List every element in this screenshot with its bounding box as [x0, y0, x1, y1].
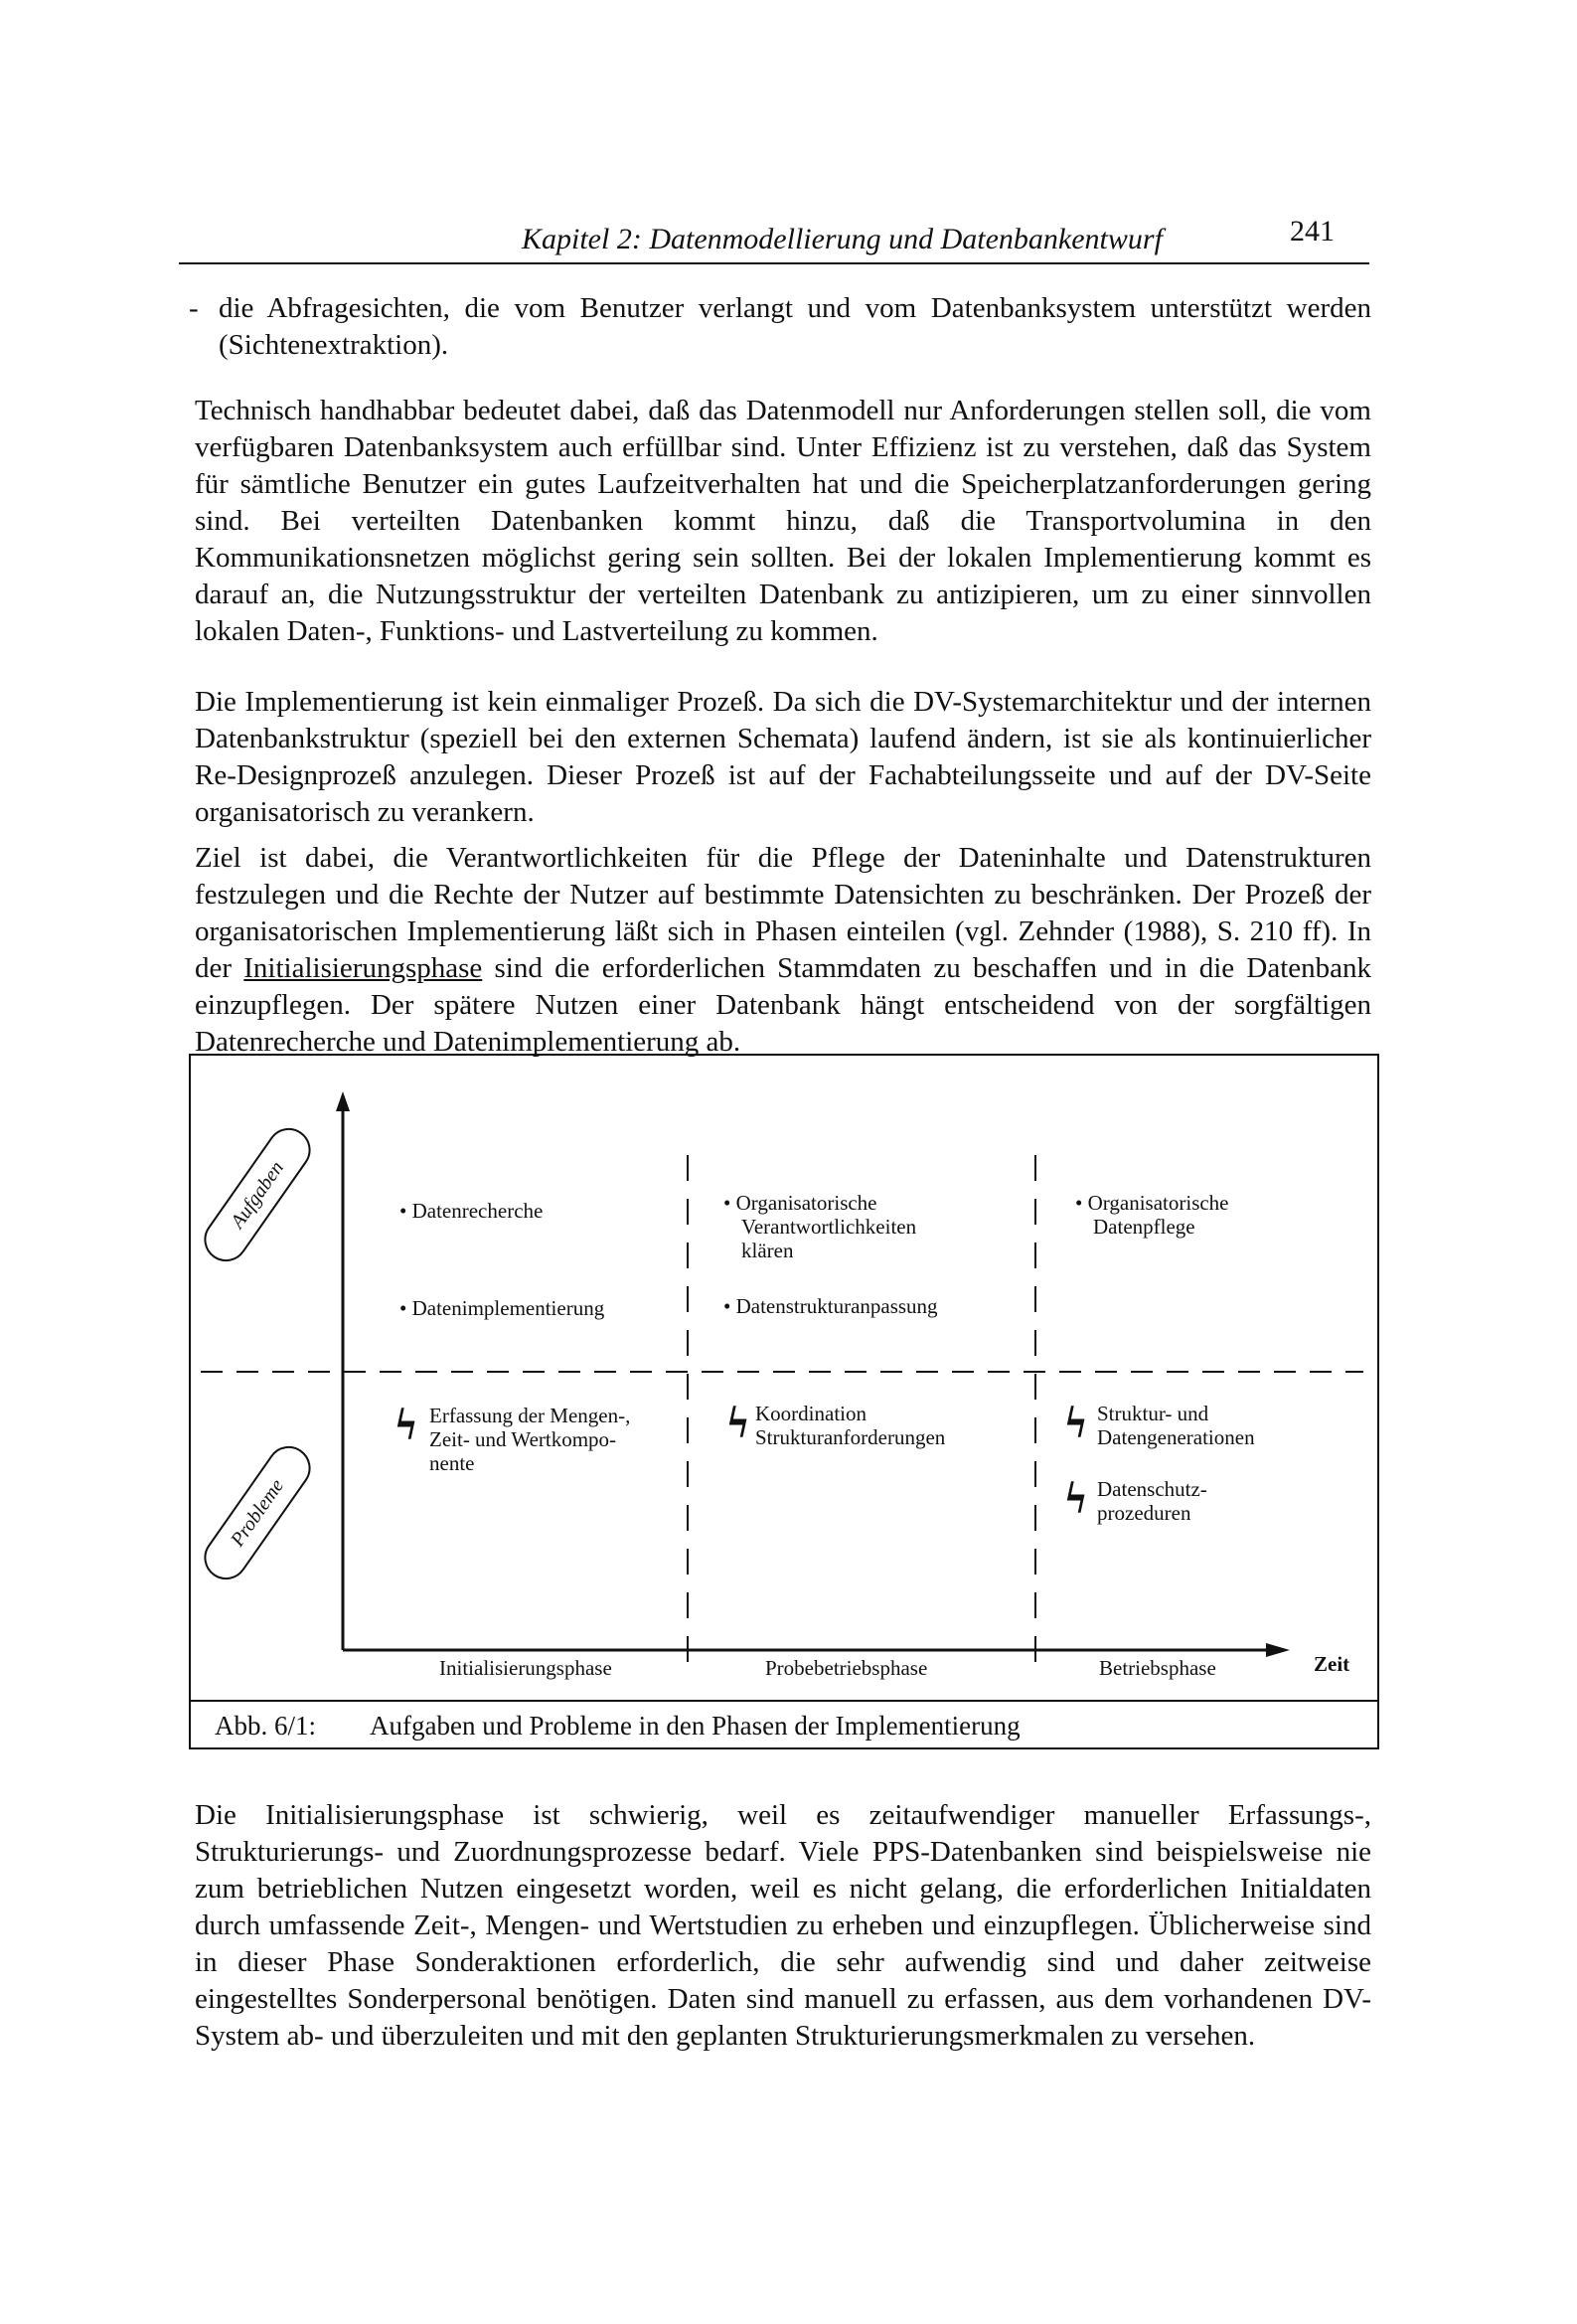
y-axis-arrow-icon	[336, 1091, 350, 1111]
problem-structure-generations-line-2: Datengenerationen	[1097, 1425, 1255, 1449]
task-org-responsibility	[723, 1191, 916, 1262]
problem-coordination	[755, 1402, 945, 1449]
paragraph-2: Die Implementierung ist kein einmaliger Prozeß. Da sich die DV-Systemarchitektur und der internen Datenbankstruktur (speziell bei den externen Schemata) laufend ändern, ist sie als kontinuierlicher Re-Designprozeß anzulegen. Dieser Prozeß ist auf der Fachabteilungsseite und auf der DV-Seite organisatorisch zu verankern.	[195, 686, 1371, 828]
task-org-responsibility-line-1: • Organisatorische	[723, 1191, 877, 1215]
x-axis-arrow-icon	[1266, 1643, 1290, 1657]
problem-data-protection-line-2: prozeduren	[1097, 1501, 1191, 1525]
problem-data-capture-line-1: Erfassung der Mengen-,	[429, 1404, 631, 1427]
bullet-dash: -	[189, 292, 199, 324]
problem-data-protection	[1097, 1477, 1207, 1525]
task-org-responsibility-line-3: klären	[741, 1239, 794, 1262]
paragraph-4: Die Initialisierungsphase ist schwierig, weil es zeitaufwendiger manueller Erfassungs-, Strukturierungs- und Zuordnungsprozesse bedarf. Viele PPS-Datenbanken sind beispielsweise nie zum betrieblichen Nutzen eingesetzt worden, weil es nicht gelang, die erforderlichen Initialdaten durch umfassende Zeit-, Mengen- und Wertstudien zu erheben und einzupflegen. Üblicherweise sind in dieser Phase Sonderaktionen erforderlich, die sehr aufwendig sind und daher zeitweise eingestelltes Sonderpersonal benötigen. Daten sind manuell zu erfassen, aus dem vorhandenen DV-System ab- und überzuleiten und mit den geplanten Strukturierungsmerkmalen zu versehen.	[195, 1799, 1371, 2052]
figure-caption-text: Aufgaben und Probleme in den Phasen der Implementierung	[370, 1711, 1021, 1741]
header-rule	[179, 262, 1369, 264]
phase-label-operation: Betriebsphase	[1099, 1656, 1216, 1680]
figure-caption-number: Abb. 6/1:	[215, 1711, 317, 1741]
page-number: 241	[1290, 215, 1335, 248]
paragraph-3-text-a: Ziel ist dabei, die Verantwortlichkeiten für die Pflege der Dateninhalte und Datenstrukturen festzulegen und die Rechte der Nutzer auf bestimmte Datensichten zu beschränken. Der Prozeß der organisatorischen Implementierung läßt sich in Phasen einteilen (vgl. Zehnder (1988), S. 210 ff). In der	[195, 842, 1371, 984]
row-label-tasks: Aufgaben	[196, 1119, 319, 1269]
problem-coordination-line-1: Koordination	[755, 1402, 867, 1425]
phase-label-test: Probebetriebsphase	[765, 1656, 928, 1680]
problem-data-capture-line-3: nente	[429, 1451, 475, 1475]
phase-label-init: Initialisierungsphase	[439, 1656, 612, 1680]
lightning-bolt-icon: ϟ	[727, 1397, 749, 1447]
problem-coordination-line-2: Strukturanforderungen	[755, 1425, 946, 1449]
bullet-text: die Abfragesichten, die vom Benutzer verlangt und vom Datenbanksystem unterstützt werden (Sichtenextraktion).	[219, 292, 1371, 361]
task-org-data-maintenance	[1075, 1191, 1229, 1239]
figure-phases	[189, 1054, 1379, 1749]
task-data-research: • Datenrecherche	[399, 1199, 544, 1223]
task-structure-adaptation: • Datenstrukturanpassung	[723, 1294, 938, 1318]
task-org-data-maintenance-line-2: Datenpflege	[1093, 1215, 1195, 1239]
problem-data-protection-line-1: Datenschutz-	[1097, 1477, 1207, 1501]
paragraph-3	[195, 840, 1371, 1061]
time-axis-label: Zeit	[1314, 1652, 1350, 1676]
task-org-data-maintenance-line-1: • Organisatorische	[1075, 1191, 1229, 1215]
bullet-item	[189, 290, 1371, 364]
figure-caption	[191, 1700, 1377, 1749]
problem-data-capture-line-2: Zeit- und Wertkompo-	[429, 1427, 617, 1451]
paragraph-3-underlined: Initialisierungsphase	[243, 952, 483, 984]
lightning-bolt-icon: ϟ	[1065, 1397, 1087, 1447]
task-org-responsibility-line-2: Verantwortlichkeiten	[741, 1215, 917, 1239]
paragraph-3-text-b: sind die erforderlichen Stammdaten zu beschaffen und in die Datenbank einzupflegen. Der spätere Nutzen einer Datenbank hängt entscheidend von der sorgfältigen Datenrecherche und Datenimplementierung ab.	[195, 952, 1372, 1058]
task-data-implementation: • Datenimplementierung	[399, 1296, 605, 1320]
figure-lines	[191, 1056, 1377, 1700]
paragraph-1: Technisch handhabbar bedeutet dabei, daß das Datenmodell nur Anforderungen stellen soll, die vom verfügbaren Datenbanksystem auch erfüllbar sind. Unter Effizienz ist zu verstehen, daß das System für sämtliche Benutzer ein gutes Laufzeitverhalten hat und die Speicherplatzanforderungen gering sind. Bei verteilten Datenbanken kommt hinzu, daß die Transportvolumina in den Kommunikationsnetzen möglichst gering sein sollten. Bei der lokalen Implementierung kommt es darauf an, die Nutzungsstruktur der verteilten Datenbank zu antizipieren, um zu einer sinnvollen lokalen Daten-, Funktions- und Lastverteilung zu kommen.	[195, 395, 1371, 647]
lightning-bolt-icon: ϟ	[395, 1399, 417, 1449]
running-header	[179, 211, 1371, 270]
problem-structure-generations-line-1: Struktur- und	[1097, 1402, 1209, 1425]
problem-structure-generations	[1097, 1402, 1255, 1449]
row-label-problems: Probleme	[196, 1437, 319, 1587]
lightning-bolt-icon: ϟ	[1065, 1472, 1087, 1523]
problem-data-capture	[429, 1404, 630, 1475]
header-title: Kapitel 2: Datenmodellierung und Datenbankentwurf	[522, 223, 1163, 255]
